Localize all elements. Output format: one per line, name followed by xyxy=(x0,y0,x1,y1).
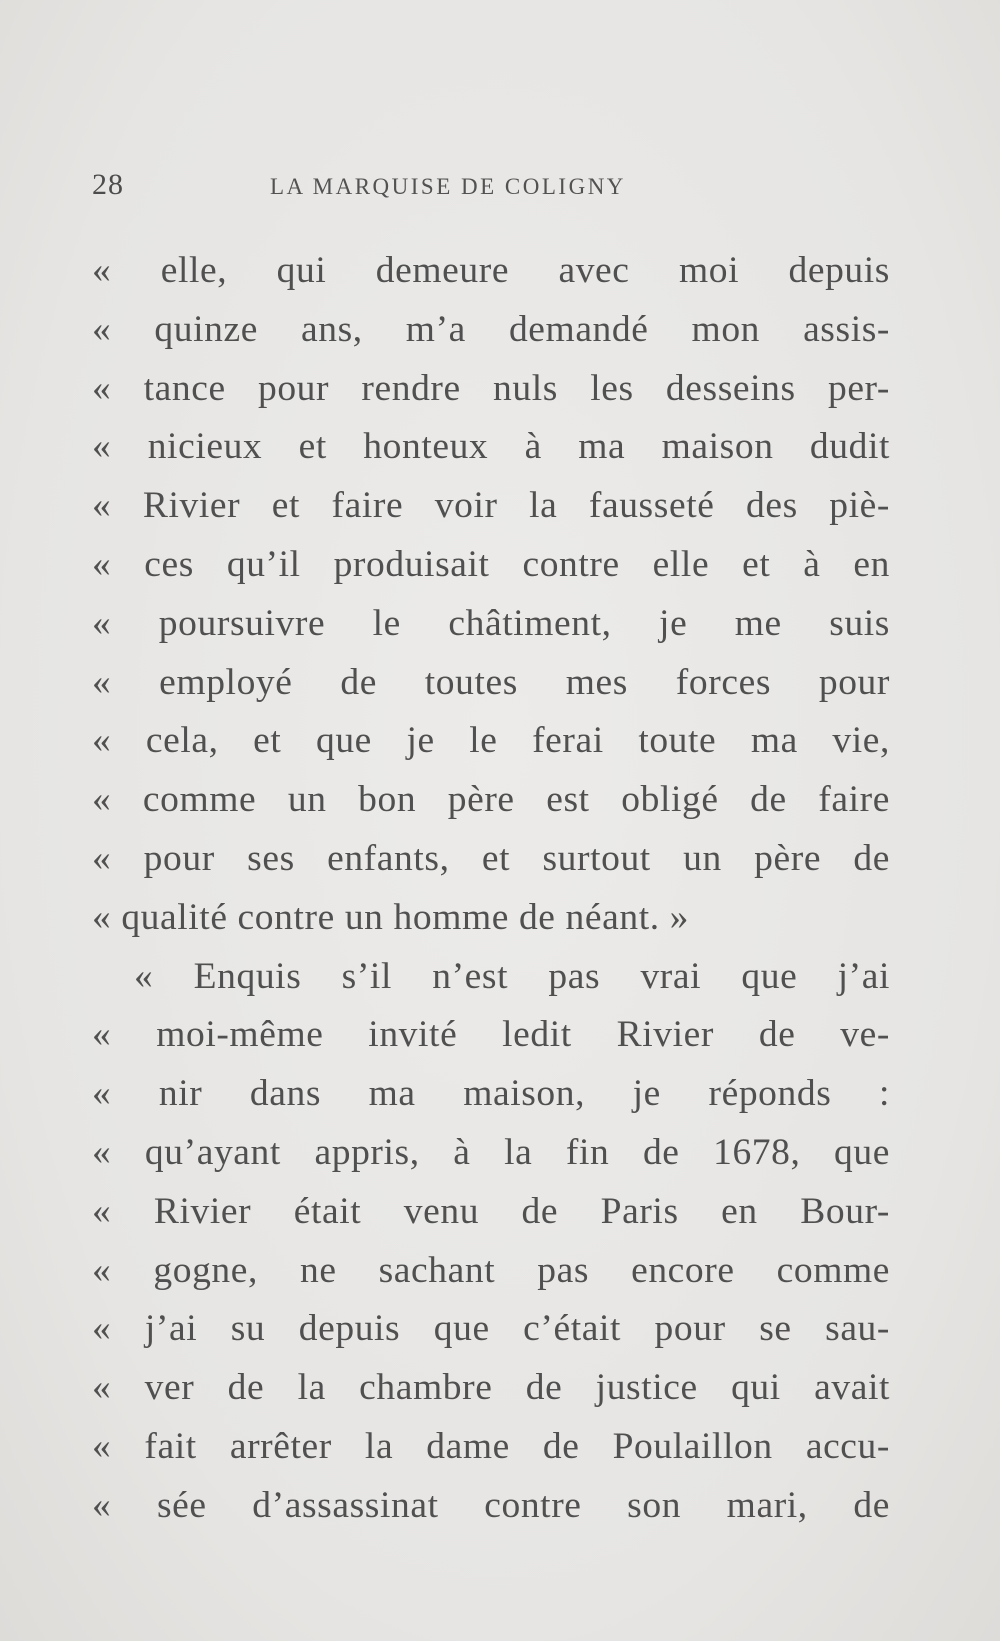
text-line: « poursuivre le châtiment, je me suis xyxy=(92,602,890,644)
text-line: « quinze ans, m’a demandé mon assis- xyxy=(92,308,890,350)
text-line: « cela, et que je le ferai toute ma vie, xyxy=(92,720,890,762)
text-line: « elle, qui demeure avec moi depuis xyxy=(92,250,890,291)
text-line: « fait arrêter la dame de Poulaillon accu- xyxy=(92,1425,890,1467)
text-line: « tance pour rendre nuls les desseins per- xyxy=(92,367,890,409)
text-line: « Rivier était venu de Paris en Bour- xyxy=(92,1190,890,1232)
text-line: « moi-même invité ledit Rivier de ve- xyxy=(92,1014,890,1056)
text-line: « Rivier et faire voir la fausseté des piè- xyxy=(92,485,890,527)
text-line: « qu’ayant appris, à la fin de 1678, que xyxy=(92,1131,890,1173)
text-line: « sée d’assassinat contre son mari, de xyxy=(92,1484,890,1526)
text-line: « comme un bon père est obligé de faire xyxy=(92,779,890,821)
page-header xyxy=(92,168,892,208)
text-line: « nicieux et honteux à ma maison dudit xyxy=(92,426,890,468)
text-line: « ver de la chambre de justice qui avait xyxy=(92,1367,890,1409)
text-line: « Enquis s’il n’est pas vrai que j’ai xyxy=(134,955,890,997)
running-title: LA MARQUISE DE COLIGNY xyxy=(270,174,626,199)
text-line: « employé de toutes mes forces pour xyxy=(92,661,890,703)
text-line: « nir dans ma maison, je réponds : xyxy=(92,1073,890,1115)
page-number: 28 xyxy=(92,168,124,201)
body-text xyxy=(92,242,890,1536)
text-line: « gogne, ne sachant pas encore comme xyxy=(92,1249,890,1291)
text-line: « qualité contre un homme de néant. » xyxy=(92,896,690,938)
text-line: « pour ses enfants, et surtout un père de xyxy=(92,837,890,879)
text-line: « ces qu’il produisait contre elle et à en xyxy=(92,543,890,585)
text-line: « j’ai su depuis que c’était pour se sau- xyxy=(92,1308,890,1350)
